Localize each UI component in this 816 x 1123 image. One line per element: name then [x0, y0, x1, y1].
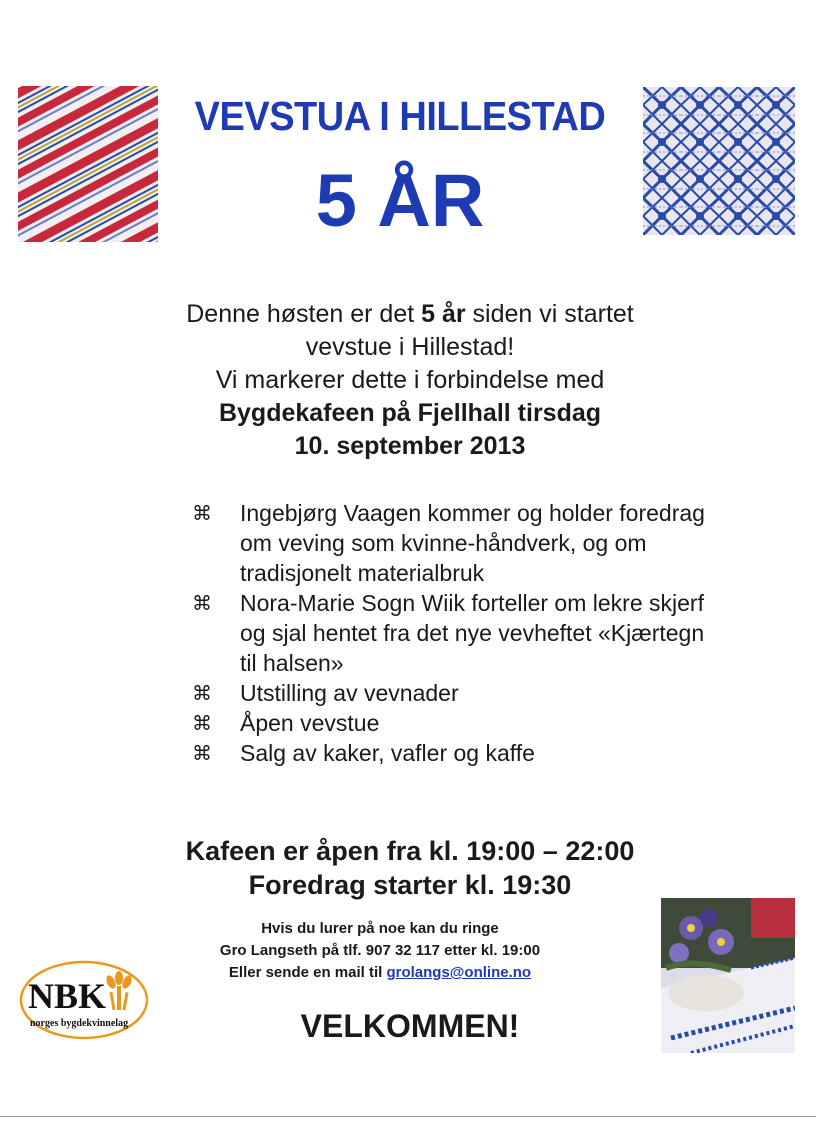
contact-line-1: Hvis du lurer på noe kan du ringe	[261, 920, 499, 937]
venue-text: Bygdekafeen på Fjellhall tirsdag	[218, 399, 602, 427]
contact-line-3	[160, 962, 600, 984]
nbk-logo-name: norges bygdekvinnelag	[30, 1018, 129, 1029]
command-bullet-icon: ⌘	[192, 741, 212, 765]
intro-line-3: Vi markerer dette i forbindelse med	[215, 366, 605, 394]
contact-text: Eller sende en mail til	[228, 964, 387, 981]
flowers-photo	[661, 898, 795, 1053]
intro-line-1	[60, 298, 760, 331]
program-item-text: Utstilling av vevnader	[240, 680, 459, 706]
program-item-text: Åpen vevstue	[240, 710, 380, 736]
contact-line-2: Gro Langseth på tlf. 907 32 117 etter kl. 19:00	[219, 942, 541, 959]
list-item	[190, 738, 750, 768]
intro-emphasis: 5 år	[421, 300, 466, 328]
program-list	[190, 498, 750, 768]
lecture-time: Foredrag starter kl. 19:30	[248, 870, 572, 900]
opening-hours	[100, 834, 720, 902]
woven-pattern-image	[643, 87, 795, 235]
page-bottom-rule	[0, 1116, 816, 1117]
intro-line-5	[60, 430, 760, 463]
nbk-logo-mark	[18, 958, 152, 1048]
event-date: 10. september 2013	[294, 432, 526, 460]
welcome-heading: VELKOMMEN!	[300, 1008, 520, 1044]
event-title: VEVSTUA I HILLESTAD	[194, 94, 606, 140]
woven-pattern-photo	[643, 87, 795, 235]
command-bullet-icon: ⌘	[192, 591, 212, 615]
list-item	[190, 498, 750, 588]
intro-paragraph	[60, 298, 760, 463]
intro-line-4	[60, 397, 760, 430]
program-item-text: Ingebjørg Vaagen kommer og holder foredrag om veving som kvinne-håndverk, og om tradisjonelt materialbruk	[240, 500, 705, 586]
anniversary-heading: 5 ÅR	[315, 159, 485, 242]
email-link[interactable]: grolangs@online.no	[386, 964, 532, 981]
command-bullet-icon: ⌘	[192, 501, 212, 525]
nbk-logo-letters: NBK	[28, 976, 107, 1016]
command-bullet-icon: ⌘	[192, 681, 212, 705]
wheat-sheaf-icon	[104, 971, 133, 1010]
contact-info	[160, 918, 600, 984]
cafe-hours: Kafeen er åpen fra kl. 19:00 – 22:00	[185, 836, 635, 866]
list-item	[190, 708, 750, 738]
program-item-text: Nora-Marie Sogn Wiik forteller om lekre skjerf og sjal hentet fra det nye vevheftet «Kjærtegn til halsen»	[240, 590, 705, 676]
command-bullet-icon: ⌘	[192, 711, 212, 735]
intro-text: siden vi startet	[465, 300, 634, 328]
pansies-on-table-image	[661, 898, 795, 1053]
intro-text: Denne høsten er det	[186, 300, 422, 328]
list-item	[190, 678, 750, 708]
intro-line-2: vevstue i Hillestad!	[305, 333, 515, 361]
striped-textile-photo	[18, 86, 158, 242]
list-item	[190, 588, 750, 678]
nbk-logo	[18, 958, 152, 1048]
striped-textile-image	[18, 86, 158, 242]
program-item-text: Salg av kaker, vafler og kaffe	[240, 740, 535, 766]
